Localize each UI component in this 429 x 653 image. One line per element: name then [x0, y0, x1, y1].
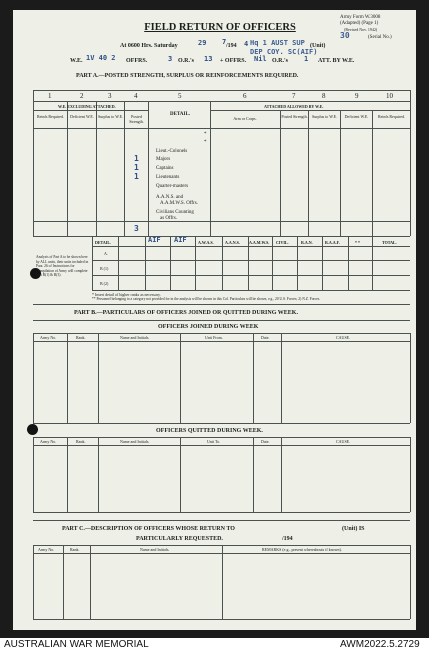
we-value: 1V 40 2 — [86, 54, 116, 62]
plus-offrs-label: + OFFRS. — [220, 58, 247, 64]
quitted-header-cause: CAUSE. — [336, 439, 351, 444]
quitted-header-name: Name and Initials. — [120, 439, 150, 444]
col-number-7: 7 — [292, 92, 296, 100]
analysis-row-b1: B (1) — [100, 266, 109, 271]
ors-value: 13 — [204, 55, 213, 63]
analysis-aif-2: AIF — [174, 236, 187, 244]
analysis-aif-1: AIF — [148, 236, 161, 244]
date-month: 7 — [222, 38, 227, 46]
ors-att-value: 1 — [304, 55, 309, 63]
joined-title: OFFICERS JOINED DURING WEEK — [158, 324, 259, 330]
rank-lieut-colonels: Lieut.-Colonels — [156, 149, 188, 154]
col-number-8: 8 — [322, 92, 326, 100]
analysis-raaf-header: R.A.A.F. — [325, 240, 340, 245]
part-b-title: PART B.—PARTICULARS OF OFFICERS JOINED OR QUITTED DURING WEEK. — [74, 310, 298, 316]
offrs-label: OFFRS. — [126, 58, 148, 64]
posted-majors: 1 — [134, 154, 139, 163]
joined-header-army-no: Army No. — [40, 335, 57, 340]
col-number-4: 4 — [134, 92, 138, 100]
analysis-row-b2: B (2) — [100, 281, 109, 286]
posted-total: 3 — [134, 224, 139, 233]
attached-allowed-header: ATTACHED ALLOWED BY W.E. — [264, 104, 324, 109]
punch-hole-bottom — [27, 424, 38, 435]
part-c-title: PART C.—DESCRIPTION OF OFFICERS WHOSE RETURN TO — [62, 526, 235, 532]
header-reinfs-attached: Reinfs Required. — [377, 114, 406, 119]
rank-aamws: A.A.M.W.S. Offrs. — [160, 201, 198, 206]
joined-header-date: Date. — [261, 335, 270, 340]
header-reinfs-required: Reinfs Required. — [36, 114, 65, 119]
rank-lieutenants: Lieutenants — [156, 175, 180, 180]
ors-label: O.R.'s — [178, 58, 195, 64]
col-number-2: 2 — [80, 92, 84, 100]
we-excluding-header: W.E. EXCLUDING ATTACHED. — [58, 104, 116, 109]
rank-civilians-2: as Offrs. — [160, 216, 178, 221]
col-number-9: 9 — [355, 92, 359, 100]
date-day: 29 — [198, 39, 207, 47]
header-surplus-attached: Surplus to W.E. — [311, 114, 338, 119]
unit-label: (Unit) — [310, 43, 326, 49]
part-c-date-suffix: /194 — [282, 536, 293, 542]
footer-accession: AWM2022.5.2729 — [340, 639, 420, 650]
adapted-label: (Adapted) (Page 1) — [340, 21, 379, 26]
rank-civilians: Civilians Counting — [156, 210, 194, 215]
analysis-total-header: TOTAL. — [382, 240, 397, 245]
header-deficient: Deficient W.E. — [70, 114, 94, 119]
col-number-6: 6 — [243, 92, 247, 100]
analysis-note: Analysis of Part A to be shown here by ALL units, their units included in Para. 26 of Instructions for Compilation of Army will complete Part B(1) & B(3). — [36, 255, 89, 278]
footer-source: AUSTRALIAN WAR MEMORIAL — [4, 639, 149, 650]
year-suffix: /194 — [226, 43, 237, 49]
footnote-other-personnel: ** Personnel belonging to a category not provided for in the analysis will be shown in this Col. Particulars will be shown, e.g., 20 U.S. Forces; 2) N.Z. Forces. — [92, 297, 321, 301]
analysis-aamws-header: A.A.M.W.S. — [249, 240, 270, 245]
serial-no-label: (Serial No.) — [368, 35, 392, 40]
analysis-other-header: * * — [355, 240, 360, 245]
posted-lieutenants: 1 — [134, 172, 139, 181]
analysis-detail-header: DETAIL. — [95, 240, 112, 245]
rank-quarter-masters: Quarter-masters — [156, 184, 189, 189]
at-hrs-label: At 0600 Hrs. Saturday — [120, 43, 178, 49]
header-deficient-attached: Deficient W.E. — [344, 114, 369, 119]
rank-aans: A.A.N.S. and — [156, 195, 184, 200]
joined-header-unit-from: Unit From. — [205, 335, 223, 340]
unit-stamp-line-2: DEP COY. SC(AIF) — [250, 48, 318, 56]
serial-stamp: 30 — [340, 31, 350, 40]
col-number-10: 10 — [386, 92, 393, 100]
revised-label: (Revised Nov. 1942) — [344, 27, 378, 32]
analysis-aans-header: A.A.N.S. — [225, 240, 240, 245]
col-number-1: 1 — [48, 92, 52, 100]
analysis-row-a: A. — [104, 251, 108, 256]
joined-header-name: Name and Initials. — [120, 335, 150, 340]
part-c-header-remarks: REMARKS (e.g., present whereabouts if known). — [262, 547, 342, 552]
unit-stamp-line-1: Hq 1 AUST SUP — [250, 39, 305, 47]
part-a-title: PART A.—POSTED STRENGTH, SURPLUS OR REINFORCEMENTS REQUIRED. — [76, 73, 299, 79]
col-number-3: 3 — [108, 92, 112, 100]
part-c-header-name: Name and Initials. — [140, 547, 170, 552]
quitted-header-army-no: Army No. — [40, 439, 57, 444]
header-posted-attached: Posted Strength. — [281, 114, 308, 119]
footnote-higher-ranks: * Insert detail of higher ranks as necessary. — [92, 292, 161, 297]
analysis-awas-header: A.W.A.S. — [198, 240, 214, 245]
analysis-ran-header: R.A.N. — [301, 240, 313, 245]
rank-captains: Captains — [156, 166, 174, 171]
header-posted: Posted Strength. — [129, 114, 144, 124]
quitted-header-unit-to: Unit To. — [207, 439, 221, 444]
part-c-particularly: PARTICULARLY REQUESTED. — [136, 536, 223, 542]
joined-header-rank: Rank. — [76, 335, 86, 340]
part-c-header-rank: Rank. — [70, 547, 80, 552]
quitted-header-date: Date. — [261, 439, 270, 444]
quitted-title: OFFICERS QUITTED DURING WEEK. — [156, 428, 263, 434]
posted-captains: 1 — [134, 163, 139, 172]
analysis-civil-header: CIVIL. — [276, 240, 289, 245]
part-c-unit-is: (Unit) IS — [342, 526, 365, 532]
att-by-we-label: ATT. BY W.E. — [318, 58, 355, 64]
part-c-header-army-no: Army No. — [38, 547, 55, 552]
date-year: 4 — [244, 40, 249, 48]
rank-majors: Majors — [156, 157, 171, 162]
we-label: W.E. — [70, 58, 83, 64]
detail-header: DETAIL. — [170, 112, 191, 117]
header-surplus: Surplus to W.E. — [97, 114, 124, 119]
army-form-label: Army Form W.3008 — [340, 15, 381, 20]
joined-header-cause: CAUSE. — [336, 335, 351, 340]
ors-att-label: O.R.'s — [272, 58, 289, 64]
quitted-header-rank: Rank. — [76, 439, 86, 444]
col-number-5: 5 — [178, 92, 182, 100]
header-arm-corps: Arm or Corps. — [233, 116, 257, 121]
offrs-value: 3 — [168, 55, 173, 63]
form-title: FIELD RETURN OF OFFICERS — [144, 22, 296, 33]
plus-offrs-value: Nil — [254, 55, 267, 63]
